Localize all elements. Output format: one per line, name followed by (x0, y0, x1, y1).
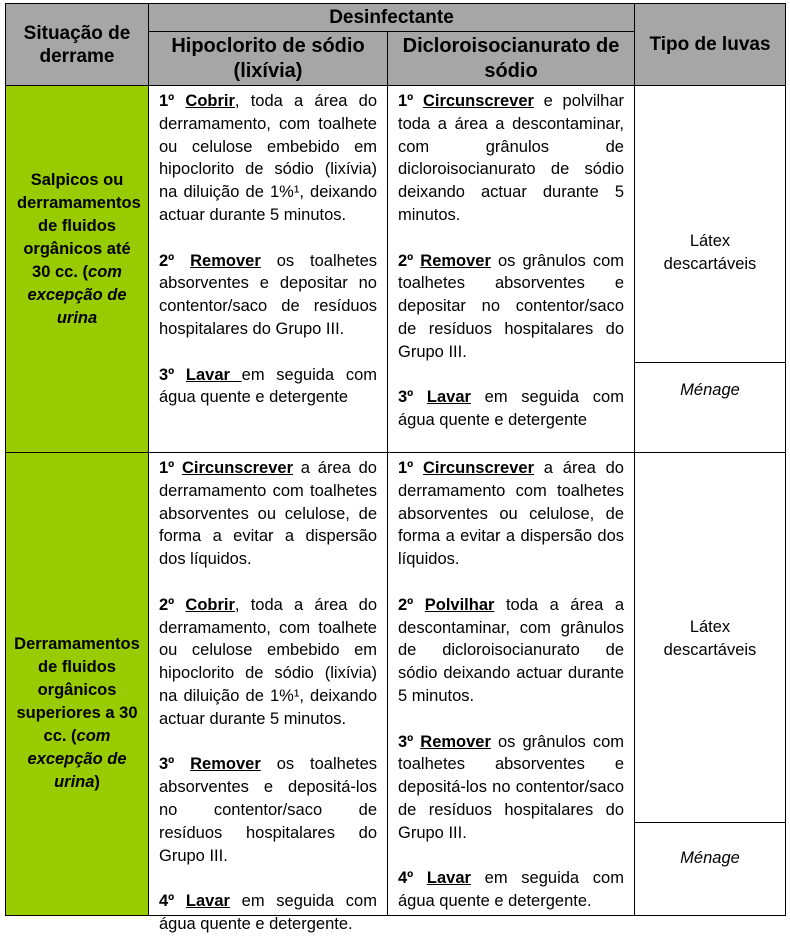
step: 1º Circunscrever a área do derramamento com toalhetes absorventes ou celulose, de forma a evitar a dispersão dos líquidos. (159, 459, 377, 569)
step: 1º Cobrir, toda a área do derramamento, com toalhete ou celulose embebido em hipoclorito de sódio (lixívia) na diluição de 1%¹, deixando actuar durante 5 minutos. (159, 92, 377, 224)
step: 3º Remover os toalhetes absorventes e depositá-los no contentor/saco de resíduos hospitalares do Grupo III. (159, 755, 378, 865)
header-dicloro: Dicloroisocianurato de sódio (387, 31, 635, 86)
step: 2º Cobrir, toda a área do derramamento, com toalhete ou celulose embebido em hipoclorito de sódio (lixívia) na diluição de 1%¹, deixando actuar durante 5 minutos. (159, 595, 377, 728)
row2-luvas-menage: Ménage (634, 822, 786, 916)
step: 2º Remover os grânulos com toalhetes absorventes e depositar no contentor/saco de resíduos hospitalares do Grupo III. (398, 251, 624, 361)
step: 2º Remover os toalhetes absorventes e depositar no contentor/saco de resíduos hospitalares do Grupo III. (159, 251, 378, 338)
step: 3º Lavar em seguida com água quente e detergente (398, 388, 624, 430)
step: 4º Lavar em seguida com água quente e detergente. (159, 892, 377, 933)
row2-dicloro-steps (387, 452, 635, 916)
step: 2º Polvilhar toda a área a descontaminar, com grânulos de dicloroisocianurato de sódio deixando actuar durante 5 minutos. (398, 595, 625, 705)
header-desinfectante: Desinfectante (148, 3, 635, 32)
step: 3º Remover os grânulos com toalhetes absorventes e depositá-los no contentor/saco de resíduos hospitalares do Grupo III. (398, 732, 624, 842)
spill-disinfection-table (5, 3, 786, 933)
row1-situacao: Salpicos ou derramamentos de fluidos orgânicos até 30 cc. (com excepção de urina (5, 85, 149, 453)
row2-situacao: Derramamentos de fluidos orgânicos superiores a 30 cc. (com excepção de urina) (5, 452, 149, 916)
step: 1º Circunscrever e polvilhar toda a área a descontaminar, com grânulos de dicloroisocianurato de sódio deixando actuar durante 5 minutos. (398, 92, 624, 224)
header-situacao: Situação de derrame (5, 3, 149, 86)
step: 1º Circunscrever a área do derramamento com toalhetes absorventes ou celulose, de forma a evitar a dispersão dos líquidos. (398, 459, 624, 569)
row2-luvas-latex: Látex descartáveis (634, 452, 786, 823)
step: 4º Lavar em seguida com água quente e detergente. (398, 869, 624, 911)
row1-luvas-latex: Látex descartáveis (634, 85, 786, 363)
row2-hipoclorito-steps (148, 452, 388, 933)
step: 3º Lavar em seguida com água quente e detergente (159, 365, 377, 407)
row1-luvas-menage: Ménage (634, 362, 786, 453)
header-luvas: Tipo de luvas (634, 3, 786, 86)
row1-hipoclorito-steps (148, 85, 388, 453)
header-hipoclorito: Hipoclorito de sódio (lixívia) (148, 31, 388, 86)
row1-dicloro-steps (387, 85, 635, 453)
